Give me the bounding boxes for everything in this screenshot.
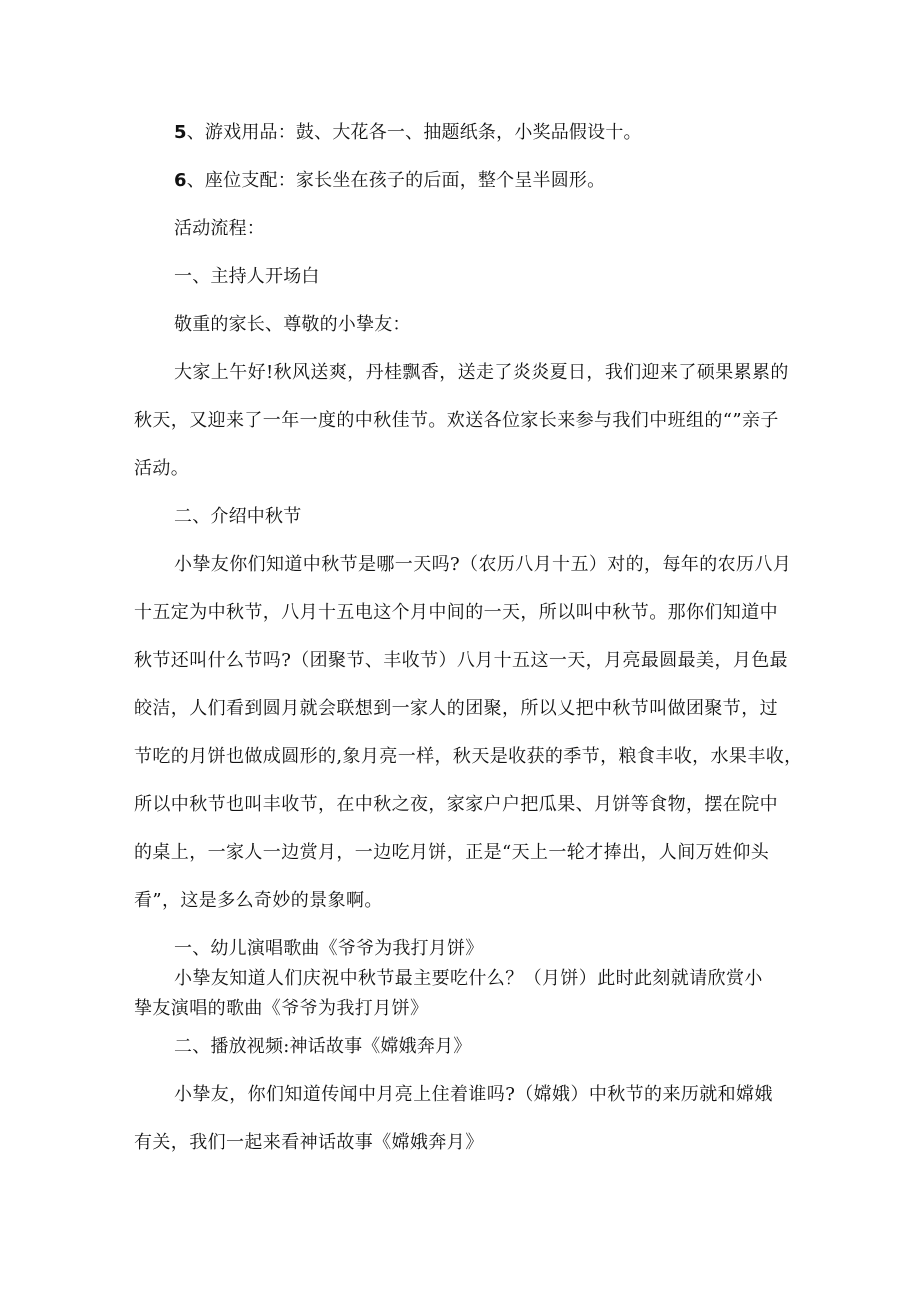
song-paragraph	[134, 967, 792, 1027]
greeting-line: 敬重的家长、尊敬的小挚友：	[174, 314, 411, 335]
paragraph-line: 皎洁，人们看到圆月就会联想到一家人的团聚，所以乂把中秋节叫做团聚节，过	[134, 698, 778, 719]
paragraph-line: 所以中秋节也叫丰收节，在中秋之夜，家家户户把瓜果、月饼等食物，摆在院中	[134, 794, 778, 815]
list-item-5	[174, 121, 642, 145]
paragraph-line: 秋节还叫什么节吗?（团聚节、丰收节）八月十五这一天，月亮最圆最美，月色最	[134, 650, 789, 671]
paragraph-line: 十五定为中秋节，八月十五电这个月中间的一天，所以叫中秋节。那你们知道中	[134, 602, 778, 623]
welcome-paragraph	[134, 361, 792, 505]
paragraph-line: 小挚友，你们知道传闻中月亮上住着谁吗?（嫦娥）中秋节的来历就和嫦娥	[174, 1084, 773, 1105]
paragraph-line: 节吃的月饼也做成圆形的,象月亮一样，秋天是收获的季节，粮食丰收，水果丰收，	[134, 746, 803, 767]
paragraph-line: 秋天，又迎来了一年一度的中秋佳节。欢送各位家长来参与我们中班组的“”亲子	[134, 410, 779, 431]
paragraph-line: 小挚友知道人们庆祝中秋节最主要吃什么？（月饼）此时此刻就请欣赏小	[174, 968, 763, 989]
heading-flow: 活动流程：	[174, 218, 265, 239]
heading-video: 二、播放视频:神话故事《嫦娥奔月》	[174, 1036, 472, 1057]
video-paragraph	[134, 1083, 792, 1179]
paragraph-line: 看”，这是多么奇妙的景象啊。	[134, 890, 383, 911]
heading-intro-festival: 二、介绍中秋节	[174, 506, 302, 527]
festival-paragraph	[134, 553, 803, 937]
list-text: 、游戏用品：鼓、大花各一、抽题纸条，小奖品假设十。	[186, 122, 642, 143]
paragraph-line: 活动。	[134, 458, 190, 479]
paragraph-line: 有关，我们一起来看神话故事《嫦娥奔月》	[134, 1132, 484, 1153]
paragraph-line: 的桌上，一家人一边赏月，一边吃月饼，正是“天上一轮才捧出，人间万姓仰头	[134, 842, 770, 863]
paragraph-line: 小挚友你们知道中秋节是哪一天吗?（农历八月十五）对的，每年的农历八月	[174, 554, 792, 575]
heading-opening: 一、主持人开场白	[174, 266, 320, 287]
list-text: 、座位支配：家长坐在孩子的后面，整个呈半圆形。	[186, 170, 606, 191]
list-item-6	[174, 169, 605, 193]
list-number: 5	[174, 122, 187, 143]
paragraph-line: 挚友演唱的歌曲《爷爷为我打月饼》	[134, 998, 429, 1019]
paragraph-line: 大家上午好!秋风送爽，丹桂飘香，送走了炎炎夏日，我们迎来了硕果累累的	[174, 362, 789, 383]
heading-song: 一、幼儿演唱歌曲《爷爷为我打月饼》	[174, 938, 484, 959]
list-number: 6	[174, 170, 187, 191]
